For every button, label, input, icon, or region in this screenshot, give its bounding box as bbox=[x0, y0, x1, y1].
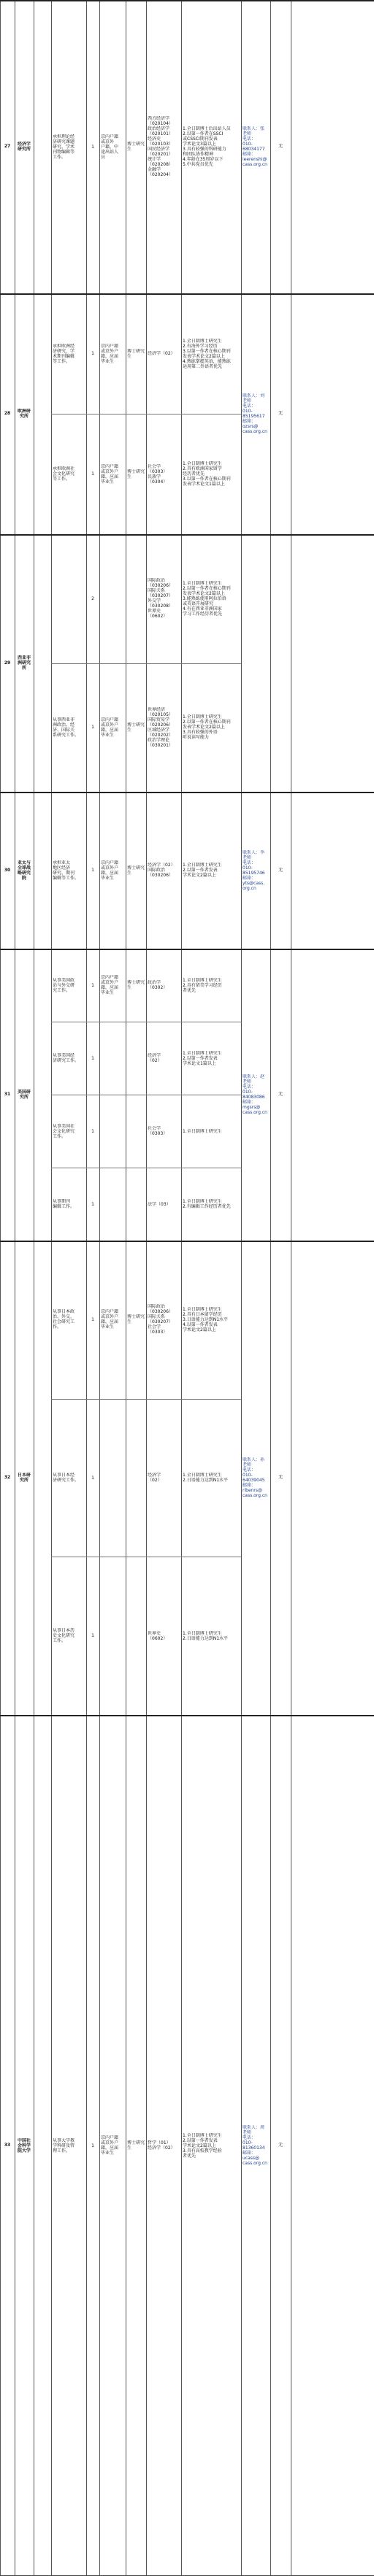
other-requirements: 1.全日制博士研究生 2.以第一作者发表 学术论文2篇以上 3.具有高校教学经验 者优先 bbox=[183, 2132, 222, 2159]
remark: 无 bbox=[278, 411, 283, 416]
headcount: 1 bbox=[91, 1055, 94, 1061]
other-requirements: 1.全日制博士后出站人员 2.以第一作者在SSCI 或CSSCI期刊发表 学术论文3篇以上 3.具有较强的科研能力 和团队协作精神 4.年龄在35周岁以下 5.中共党员优先 bbox=[183, 126, 231, 167]
headcount: 1 bbox=[91, 351, 94, 356]
table-divider bbox=[0, 1241, 374, 1242]
headcount: 1 bbox=[91, 1475, 94, 1481]
other-requirements: 1.全日制博士研究生 2.具有欧洲国家留学 经历者优先 3.以第一作者在核心期刊 发表学术论文1篇以上 bbox=[183, 461, 231, 487]
major-requirement: 社会学 （0303） bbox=[148, 1126, 168, 1136]
contact-info: 联系人：刘 老师 电话： 010- 85195617 邮箱： ozsrs@ cass.org.cn bbox=[243, 393, 267, 434]
headcount: 1 bbox=[91, 2143, 94, 2148]
column-divider bbox=[86, 0, 87, 2576]
major-requirement: 哲学（01） 经济学（02） bbox=[148, 2140, 175, 2151]
row-number: 32 bbox=[4, 1475, 11, 1480]
contact-info: 联系人：赵 老师 电话： 010- 84083086 邮箱： mgsrs@ cass.org.cn bbox=[243, 1074, 267, 1115]
row-number: 33 bbox=[4, 2143, 11, 2148]
job-description: 承担亚太 地区经济 研究、期刊 编辑等工作。 bbox=[53, 860, 80, 881]
other-requirements: 1.全日制博士研究生 2.以第一作者发表 学术论文1篇以上 bbox=[183, 1050, 222, 1066]
headcount: 1 bbox=[91, 144, 94, 150]
degree-requirement: 博士研究 生 bbox=[127, 1314, 145, 1325]
other-requirements: 1.全日制博士研究生 2.具有留美学习经历 者优先 bbox=[183, 977, 222, 993]
institute-name: 欧洲研 究所 bbox=[17, 409, 31, 419]
row-number: 28 bbox=[4, 411, 11, 416]
headcount: 1 bbox=[91, 1316, 94, 1322]
degree-requirement: 博士研究 生 bbox=[127, 142, 145, 152]
job-description: 从事西亚非 洲政治、经 济、国际关 系研究工作。 bbox=[53, 717, 80, 738]
job-description: 从事日本政 治、外交、 社会研究工 作。 bbox=[53, 1309, 75, 1330]
job-description: 从事大学教 学科研及管 理工作。 bbox=[53, 2137, 75, 2153]
candidate-source: 京内户籍 或京外户 籍，应届 毕业生 bbox=[101, 860, 119, 881]
major-requirement: 社会学 （0303） 民族学 （0304） bbox=[148, 463, 168, 485]
table-divider bbox=[0, 293, 374, 295]
headcount: 1 bbox=[91, 982, 94, 988]
other-requirements: 1.全日制博士研究生 2.日语能力达到N1水平 bbox=[183, 1473, 229, 1483]
column-divider bbox=[51, 0, 52, 2576]
column-divider bbox=[0, 0, 1, 2576]
table-divider bbox=[51, 663, 241, 664]
column-divider bbox=[146, 0, 147, 2576]
major-requirement: 政治学 （0302） bbox=[148, 980, 168, 990]
other-requirements: 1.全日制博士研究生 2.以第一作者在核心期刊 发表学术论文2篇以上 3.能熟练使用阿拉伯语 或英语开展研究 4.有在西亚非洲国家 学习工作经历者优先 bbox=[183, 580, 231, 617]
job-description: 从事美国经 济研究工作。 bbox=[53, 1053, 80, 1063]
headcount: 1 bbox=[91, 725, 94, 730]
institute-name: 西亚非 洲研究 所 bbox=[17, 655, 31, 671]
degree-requirement: 博士研究 生 bbox=[127, 865, 145, 876]
contact-info: 联系人：孙 老师 电话： 010- 64039045 邮箱： ribenrs@ cass.org.cn bbox=[243, 1457, 267, 1498]
degree-requirement: 博士研究 生 bbox=[127, 722, 145, 733]
job-description: 从事期刊 编辑工作。 bbox=[53, 1199, 75, 1209]
remark: 无 bbox=[278, 2143, 283, 2148]
row-number: 29 bbox=[4, 660, 11, 666]
column-divider bbox=[181, 0, 182, 2576]
institute-name: 中国社 会科学 院大学 bbox=[17, 2137, 31, 2153]
candidate-source: 京内户籍 或京外 户籍，中 途出站人 员 bbox=[101, 134, 119, 160]
contact-info: 联系人：张 老师 电话： 010- 68034177 邮箱： ieerenshi@ cass.org.cn bbox=[243, 126, 267, 167]
candidate-source: 京内户籍 或京外户 籍，应届 毕业生 bbox=[101, 463, 119, 485]
job-description: 从事日本经 济研究工作。 bbox=[53, 1473, 80, 1483]
other-requirements: 1.全日制博士研究生 2.日语能力达到N1水平 bbox=[183, 1630, 229, 1641]
remark: 无 bbox=[278, 1475, 283, 1480]
headcount: 1 bbox=[91, 471, 94, 477]
table-divider bbox=[0, 1715, 374, 1716]
major-requirement: 经济学（02） 国际政治 （030206） bbox=[148, 863, 175, 878]
job-description: 从事日本历 史文化研究 工作。 bbox=[53, 1628, 75, 1644]
major-requirement: 经济学 （02） bbox=[148, 1053, 162, 1063]
contact-info: 联系人：李 老师 电话： 010- 85195746 邮箱： yts@cass. org.cn bbox=[243, 849, 265, 891]
other-requirements: 1.全日制博士研究生 2.具有日本留学经历 3.日语能力达到N1水平 4.以第一作者发表 学术论文2篇以上 bbox=[183, 1306, 229, 1333]
candidate-source: 京内户籍 或京外户 籍，应届 毕业生 bbox=[101, 975, 119, 995]
degree-requirement: 博士研究 生 bbox=[127, 468, 145, 479]
job-description: 承担欧洲经 济研究、学 术期刊编辑 等工作。 bbox=[53, 343, 75, 364]
institute-name: 经济学 研究所 bbox=[17, 142, 31, 152]
column-divider bbox=[99, 0, 100, 2576]
major-requirement: 世界经济 （020105） 国际贸易学 （020206） 区域经济学 （020202） 政治学理论 （030201） bbox=[148, 706, 173, 748]
job-description: 从事美国政 治与外交研 究工作。 bbox=[53, 977, 75, 993]
major-requirement: 国际政治 （030206） 国际关系 （030207） 外交学 （030208） 世界史 （0602） bbox=[148, 578, 173, 620]
major-requirement: 世界史 （0602） bbox=[148, 1630, 168, 1641]
table-divider bbox=[0, 0, 374, 1]
other-requirements: 1.全日制博士研究生 2.有编辑工作经历者优先 bbox=[183, 1199, 231, 1209]
major-requirement: 西方经济学 （020104） 政治经济学 （020101） 经济史 （020103） 国民经济学 （020201） 统计学 （020208） 金融学 （020204） bbox=[148, 116, 173, 177]
institute-name: 美国研 究所 bbox=[17, 1090, 31, 1100]
candidate-source: 京内户籍 或京外户 籍，应届 毕业生 bbox=[101, 343, 119, 364]
institute-name: 亚太与 全球战 略研究 院 bbox=[17, 860, 31, 881]
job-description: 从事美国社 会文化研究 工作。 bbox=[53, 1123, 75, 1139]
table-divider bbox=[0, 949, 374, 950]
other-requirements: 1.全日制博士研究生 bbox=[183, 1128, 222, 1134]
table-divider bbox=[0, 534, 374, 536]
headcount: 1 bbox=[91, 1633, 94, 1639]
other-requirements: 1.全日制博士研究生 2.以第一作者发表 学术论文2篇以上 bbox=[183, 863, 222, 878]
row-number: 27 bbox=[4, 144, 11, 149]
candidate-source: 京内户籍 或京外户 籍，应届 毕业生 bbox=[101, 2135, 119, 2156]
headcount: 1 bbox=[91, 1128, 94, 1134]
other-requirements: 1.全日制博士研究生 2.有海外学习经历 3.以第一作者在核心期刊 发表学术论文2篇以上 4.熟练掌握英语，能熟练 运用第二外语者优先 bbox=[183, 338, 231, 369]
column-divider bbox=[241, 0, 242, 2576]
headcount: 2 bbox=[91, 595, 94, 601]
remark: 无 bbox=[278, 867, 283, 873]
job-description: 承担理论经 济研究课题 研究、学术 刊物编辑等 工作。 bbox=[53, 134, 75, 160]
candidate-source: 京内户籍 或京外户 籍，应届 毕业生 bbox=[101, 717, 119, 738]
institute-name: 日本研 究所 bbox=[17, 1473, 31, 1483]
major-requirement: 经济学 （02） bbox=[148, 1473, 162, 1483]
job-description: 承担欧洲社 会文化研究 等工作。 bbox=[53, 466, 75, 482]
row-number: 30 bbox=[4, 867, 11, 873]
remark: 无 bbox=[278, 144, 283, 149]
major-requirement: 经济学（02） bbox=[148, 351, 175, 356]
major-requirement: 法学（03） bbox=[148, 1201, 171, 1207]
table-divider bbox=[51, 1399, 241, 1400]
remark: 无 bbox=[278, 1092, 283, 1097]
major-requirement: 国际政治 （030206） 国际关系 （030207） 社会学 （0303） bbox=[148, 1304, 173, 1335]
table-divider bbox=[0, 792, 374, 793]
headcount: 1 bbox=[91, 1201, 94, 1207]
degree-requirement: 博士研究 生 bbox=[127, 348, 145, 359]
row-number: 31 bbox=[4, 1092, 11, 1097]
other-requirements: 1.全日制博士研究生 2.以第一作者在核心期刊 发表学术论文2篇以上 3.具有较强的外语 听说读写能力 bbox=[183, 714, 231, 741]
degree-requirement: 博士研究 生 bbox=[127, 980, 145, 990]
candidate-source: 京内户籍 或京外户 籍，应届 毕业生 bbox=[101, 1309, 119, 1330]
column-divider bbox=[270, 0, 271, 2576]
degree-requirement: 博士研究 生 bbox=[127, 2140, 145, 2151]
headcount: 1 bbox=[91, 868, 94, 873]
contact-info: 联系人：周 老师 电话： 010- 81360134 邮箱： ucass@ cass.org.cn bbox=[243, 2125, 267, 2166]
